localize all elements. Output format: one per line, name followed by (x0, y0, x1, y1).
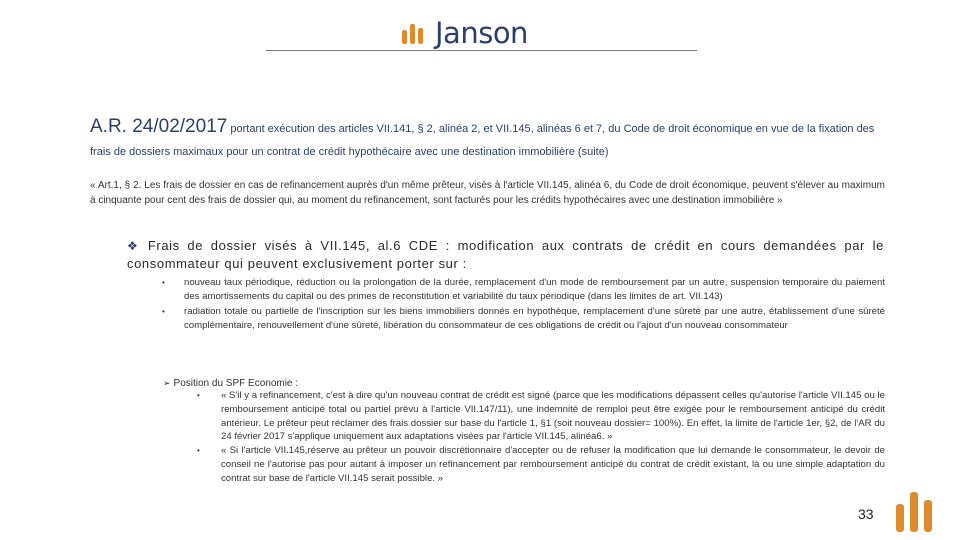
modification-list (162, 276, 885, 334)
page-number: 33 (858, 506, 874, 522)
spf-position-label: Position du SPF Economie : (173, 378, 299, 389)
brand-bars-icon (896, 488, 932, 532)
list-item (162, 305, 885, 334)
list-item (197, 389, 885, 444)
logo-text: Janson (435, 16, 528, 50)
header-divider (266, 50, 697, 51)
title-main: A.R. 24/02/2017 (90, 116, 228, 137)
main-point (127, 237, 884, 273)
list-item (162, 276, 885, 305)
spf-position-list (197, 389, 885, 486)
main-point-text: Frais de dossier visés à VII.145, al.6 CDE : modification aux contrats de crédit en cours demandées par le consommateur qui peuvent exclusivement porter sur : (127, 238, 884, 271)
list-item-text: « S'il y a refinancement, c'est à dire qu'un nouveau contrat de crédit est signé (parce que les modifications dépassent celles qu'autorise l'article VII.145 ou le remboursement anticipé total ou partiel prévu à l'article VII.147/11), une indemnité de remploi peut être exigée pour le remboursement anticipé du crédit antérieur. Le prêteur peut réclamer des frais dossier sur base du l'article 1, §1 (soit nouveau dossier= 100%). En effet, la limite de l'article 1er, §2, de l'AR du 24 février 2017 s'applique uniquement aux adaptations visées par l'article VII.145, alinéa6. » (221, 390, 885, 443)
logo-bars-icon (402, 22, 423, 44)
slide-title (90, 114, 886, 161)
list-item-text: nouveau taux périodique, réduction ou la prolongation de la durée, remplacement d'un mode de remboursement par un autre, suspension temporaire du paiement des amortissements du capital ou des primes de reconstitution et variabilité du taux périodique (dans les limites de art. VII.143) (184, 277, 885, 303)
title-rest: portant exécution des articles VII.141, § 2, alinéa 2, et VII.145, alinéas 6 et 7, du Code de droit économique en vue de la fixation des frais de dossiers maximaux pour un contrat de crédit hypothécaire avec une destination immobilière (suite) (90, 123, 875, 158)
bullet-icon: • (197, 391, 200, 400)
bullet-icon: • (162, 278, 165, 287)
list-item-text: radiation totale ou partielle de l'inscription sur les biens immobiliers donnés en hypothèque, remplacement d'une sûreté par une autre, établissement d'une sûreté complémentaire, renouvellement d'une sûreté, libération du consommateur de ces obligations de crédit ou l'ajout d'un nouveau consommateur (184, 305, 885, 332)
list-item-text: « Si l'article VII.145,réserve au prêteur un pouvoir discrétionnaire d'accepter ou de refuser la modification que lui demande le consommateur, le devoir de conseil ne l'autorise pas pour autant à imposer un refinancement par remboursement anticipé du contrat de crédit existant, là ou une simple adaptation du contrat sur base de l'article VII.145 serait possible. » (221, 445, 885, 484)
list-item (197, 444, 885, 485)
janson-logo (402, 14, 528, 52)
bullet-icon: • (197, 446, 200, 456)
bullet-icon: • (162, 306, 165, 316)
arrow-bullet-icon: ➢ (163, 378, 171, 388)
article-quote: « Art.1, § 2. Les frais de dossier en cas de refinancement auprès d'un même prêteur, visés à l'article VII.145, alinéa 6, du Code de droit économique, peuvent s'élever au maximum à cinquante pour cent des frais de dossier qui, au moment du refinancement, sont facturés pour les crédits hypothécaires avec une destination immobilière » (90, 180, 885, 206)
diamond-bullet-icon: ❖ (127, 239, 142, 253)
